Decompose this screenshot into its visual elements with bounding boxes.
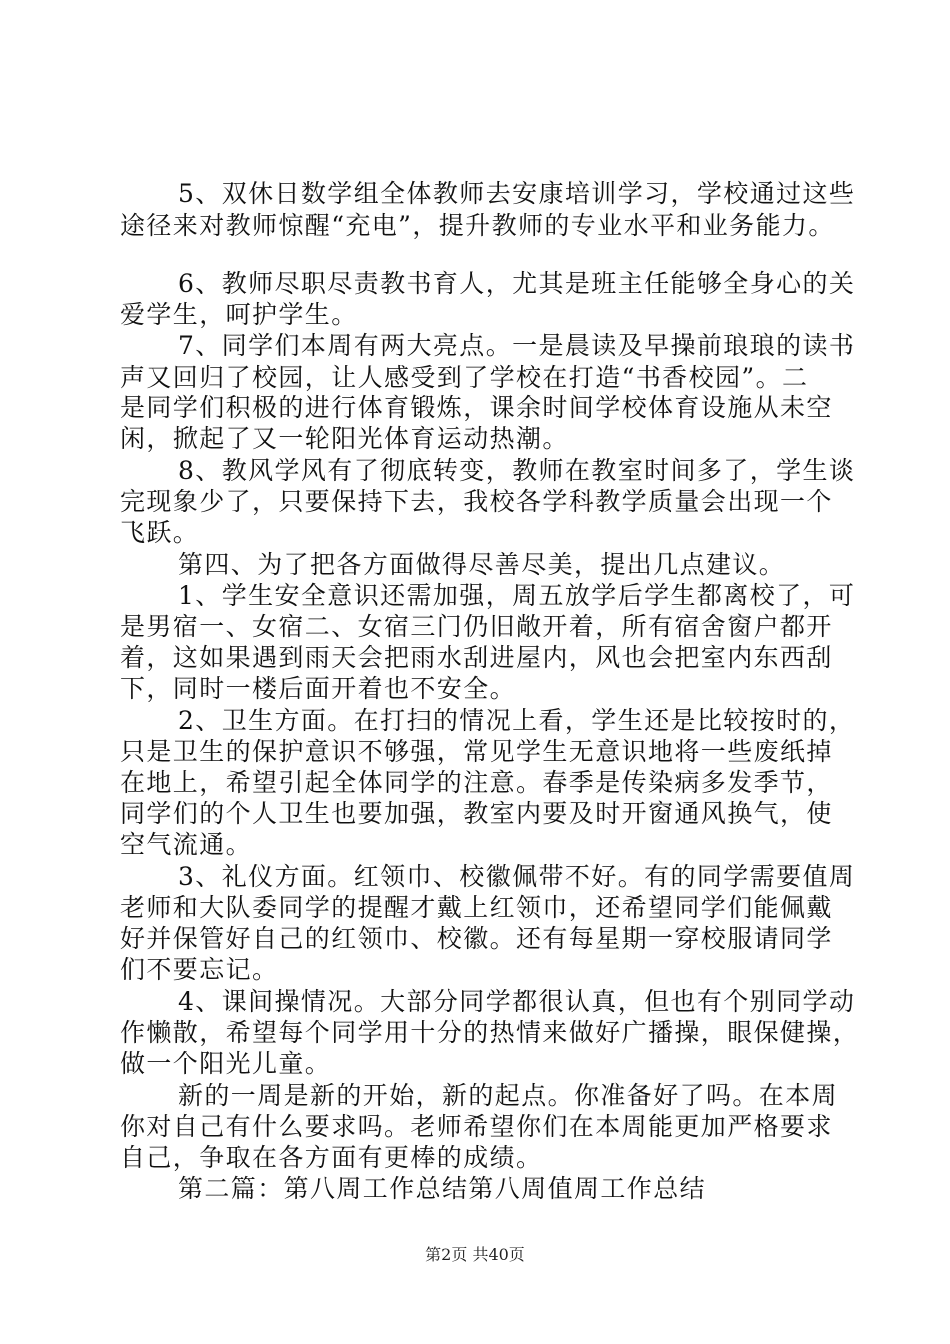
text-line: 作懒散，希望每个同学用十分的热情来做好广播操，眼保健操， xyxy=(120,1018,860,1047)
text-line: 第二篇：第八周工作总结第八周值周工作总结 xyxy=(178,1174,707,1203)
text-line: 爱学生，呵护学生。 xyxy=(120,300,358,329)
text-line: 下，同时一楼后面开着也不安全。 xyxy=(120,674,517,703)
text-line: 好并保管好自己的红领巾、校徽。还有每星期一穿校服请同学 xyxy=(120,924,833,953)
text-line: 第四、为了把各方面做得尽善尽美，提出几点建议。 xyxy=(178,550,786,579)
text-line: 新的一周是新的开始，新的起点。你准备好了吗。在本周 xyxy=(178,1081,839,1110)
text-line: 在地上，希望引起全体同学的注意。春季是传染病多发季节， xyxy=(120,768,833,797)
text-line: 是男宿一、女宿二、女宿三门仍旧敞开着，所有宿舍窗户都开 xyxy=(120,612,833,641)
text-line: 8、教风学风有了彻底转变，教师在教室时间多了，学生谈 xyxy=(178,456,856,485)
text-line: 是同学们积极的进行体育锻炼，课余时间学校体育设施从未空 xyxy=(120,393,833,422)
text-line: 只是卫生的保护意识不够强，常见学生无意识地将一些废纸掉 xyxy=(120,737,833,766)
text-line: 着，这如果遇到雨天会把雨水刮进屋内，风也会把室内东西刮 xyxy=(120,643,833,672)
text-line: 2、卫生方面。在打扫的情况上看，学生还是比较按时的， xyxy=(178,706,856,735)
text-line: 你对自己有什么要求吗。老师希望你们在本周能更加严格要求 xyxy=(120,1112,833,1141)
text-line: 7、同学们本周有两大亮点。一是晨读及早操前琅琅的读书 xyxy=(178,331,856,360)
text-line: 空气流通。 xyxy=(120,830,253,859)
text-line: 做一个阳光儿童。 xyxy=(120,1049,332,1078)
text-line: 声又回归了校园，让人感受到了学校在打造“书香校园”。二 xyxy=(120,363,809,392)
page-number-footer: 第2页 共40页 xyxy=(425,1245,525,1264)
text-line: 自己，争取在各方面有更棒的成绩。 xyxy=(120,1143,543,1172)
text-line: 完现象少了，只要保持下去，我校各学科教学质量会出现一个 xyxy=(120,487,833,516)
text-line: 1、学生安全意识还需加强，周五放学后学生都离校了，可 xyxy=(178,581,856,610)
text-line: 闲，掀起了又一轮阳光体育运动热潮。 xyxy=(120,424,569,453)
text-line: 3、礼仪方面。红领巾、校徽佩带不好。有的同学需要值周 xyxy=(178,862,856,891)
text-line: 同学们的个人卫生也要加强，教室内要及时开窗通风换气，使 xyxy=(120,799,833,828)
text-line: 飞跃。 xyxy=(120,518,200,547)
text-line: 们不要忘记。 xyxy=(120,955,279,984)
text-line: 5、双休日数学组全体教师去安康培训学习，学校通过这些 xyxy=(178,179,856,208)
text-line: 6、教师尽职尽责教书育人，尤其是班主任能够全身心的关 xyxy=(178,269,856,298)
text-line: 老师和大队委同学的提醒才戴上红领巾，还希望同学们能佩戴 xyxy=(120,893,833,922)
text-line: 4、课间操情况。大部分同学都很认真，但也有个别同学动 xyxy=(178,987,856,1016)
text-line: 途径来对教师惊醒“充电”，提升教师的专业水平和业务能力。 xyxy=(120,211,835,240)
